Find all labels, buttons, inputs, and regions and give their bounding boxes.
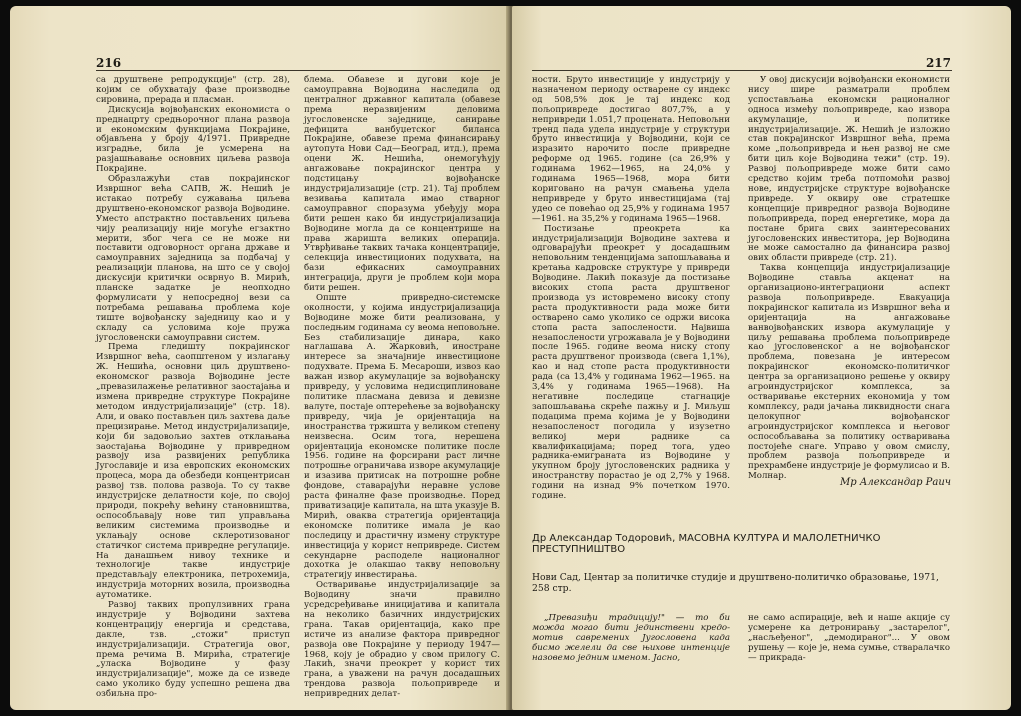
paragraph: Према гледишту покрајинског Извршног већа, саопштеном у излагању Ж. Нешића, основни циљ друштвено-економског развоја Војводине јесте „превазилажење релативног заостајања и измена привредне структуре Покрајине методом индустријализације" (стр. 18). Али, и овако постављен циљ захтева даље прецизирање. Метод индустријализације, који би задовољио захтев отклањања заостајања Војводине у привредном развоју иза развијених република Југославије и иза европских економских процеса, мора да обезбеди концентрисан развој тзв. полова развоја. То су такве индустријске делатности које, по својој природи, покрећу већину становништва, оспособљавају нове тип управљања великим системима производње и уклањају основе склеротизованог статичког система привредне регулације. На данашњем нивоу технике и технологије такве индустрије представљају електроника, петрохемија, индустрија моторних возила, производња аутоматике. xyxy=(96,342,290,601)
page-number-right: 217 xyxy=(925,56,951,70)
paragraph: „Превазиђи традицију!" — то би можда могао бити јединствени кредо-мотив савремених Југословена када бисмо желели да све њихове интенције назовемо једним именом. Јасно, xyxy=(532,613,730,663)
review-publication-info: Нови Сад, Центар за политичке студије и друштвено-политичко образовање, 1971, 258 стр. xyxy=(532,572,939,594)
paragraph: Таква концепција индустријализације Војводине ставља акценат на организационо-интеграциони аспект развоја пољопривреде. Евакуација покрајинског капитала из Извршног већа и оријентација на ангажовање ванвојвођанских извора акумулације у циљу решавања проблема пољопривреде као југословенског а не војвођанског проблема, повезана је интересом покрајинског економско-политичког центра за организационо решење у оквиру агроиндустријског комплекса, за остваривање екстерних економија у том комплексу, ради јачања ликвидности снага целокупног војвођанског агроиндустријског комплекса и његовог оспособљавања за политику остваривања постојеће снаге. Управо у овом смислу, проблем развоја пољопривреде и прехрамбене индустрије је формулисао и В. Молнар. xyxy=(748,263,950,482)
paragraph: Постизање преокрета ка индустријализацији Војводине захтева и одговарајући преокрет у досадашњим неповољним тенденцијама запошљавања и кретања кадровске структуре у привреди Војводине. Лакић показује да постизање високих стопа раста друштвеног производа уз истовремено високу стопу раста продуктивности рада може бити остварено само уколико се одржи висока стопа раста запослености. Највиша незапослености угрожавала је у Војводини после 1965. године веома ниску стопу раста друштвеног производа (свега 1,1%), као и над стопе раста продуктивности рада (са 13,4% у годинама 1962—1965. на 3,4% у годинама 1965—1968). На негативне последице стагнације запошљавања скреће пажњу и Ј. Миљуш подацима према којима је у Војводини незапосленост погодила у изузетно великој мери раднике са квалификацијама; поред тога, удео радника-емиграната из Војводине у укупном броју југословенских радника у иностранству порастао је од 2,7% у 1968. години на изнад 9% почетком 1970. године. xyxy=(532,223,730,502)
review-column-1 xyxy=(532,614,730,704)
right-column-2 xyxy=(748,76,950,496)
paragraph: са друштвене репродукције" (стр. 28), којим се обухватају фазе производње сировина, прерада и пласман. xyxy=(96,75,290,105)
author-signature: Мр Александар Раич xyxy=(839,477,951,488)
paragraph: Остваривање индустријализације за Војводину значи правилно усредсређивање иницијатива и капитала на неколико базичних индустријских грана. Такав оријентација, како пре истиче из анализе фактора привредног развоја ове Покрајине у периоду 1947—1968, коју је обрадио у свом прилогу С. Лакић, значи преокрет у корист тих грана, а уважени на рачун досадашњих трендова развоја пољопривреде и непривредних делат- xyxy=(304,580,500,700)
paragraph: Образлажући став покрајинског Извршног већа САПВ, Ж. Нешић је истакао потребу сужавања циљева друштвено-економског развоја Војводине. Уместо апстрактно постављених циљева чију реализацију није могуће егзактно мерити, због чега се не може ни поставити одговорност органа државе и самоуправних заједница за подбачај у реализацији планова, на што се у својој дискусији критички осврнуо В. Мирић, планске задатке је неопходно формулисати у непосредној вези са потребама решавања проблема које тиште војвођанску заједницу као и у складу са условима које пружа југословенски самоуправни систем. xyxy=(96,174,290,343)
header-rule-right xyxy=(532,70,952,71)
header-rule-left xyxy=(96,70,500,71)
paragraph: ности. Бруто инвестиције у индустрију у назначеном периоду остварене су индекс од 508,5% док је тај индекс код пољопривреде достигао 807,7%, а у непривреди 1.051,7 процената. Неповољни тренд пада удела индустрије у структури бруто инвестиција у Војводини, који се изразито нарочито после привредне реформе од 1965. године (са 26,9% у годинама 1962—1965, на 24,0% у годинама 1965—1968, мора бити кориговано на рачун смањења удела непривреде у бруто инвестицијама (тај удео се повећао од 25,9% у годинама 1957—1961. на 35,2% у годинама 1965—1968. xyxy=(532,75,730,224)
left-column-2 xyxy=(304,75,500,700)
paragraph: блема. Обавезе и дугови које је самоуправна Војводина наследила од централног државног капитала (обавезе према неразвијеним деловима југословенске заједнице, санирање дефицита ванбуџетског биланса Покрајине, обавезе према финансирању аутопута Нови Сад—Београд, итд.), према оцени Ж. Нешића, онемогућују ангажовање покрајинског центра у подстицању војвођанске индустријализације (стр. 21). Тај проблем везивања капитала имао стварног самоуправног споразума убеђују мора бити решен како би индустријализација Војводине могла да се концентрише на права жаришта великих операција. Утврђивање таквих тачака концентрације, селекција инвестиционих подухвата, на бази ефикасних самоуправних интеграција, други је проблем који мора бити решен. xyxy=(304,75,500,294)
left-page xyxy=(10,6,510,710)
page-number-left: 216 xyxy=(96,56,122,70)
paragraph: Опште привредно-системске околности, у којима индустријализација Војводине може бити реализована, у последњим годинама су веома неповољне. Без стабилизације динара, како наглашава А. Жарковић, иностране интересе за значајније инвестиционе подухвате. Према Б. Месароши, извоз као важан извор акумулације за војвођанску привреду, у условима недисциплиноване политике пласмана девиза и девизне валуте, постаје оптерећење за војвођанску привреду, чија је оријентација на иностранства тржишта у великом степену неизвесна. Осим тога, нерешена оријентација економске политике после 1956. године на форсирани раст личне потрошње ограничава изворе акумулације и изазива притисак на потрошне робне фондове, ставарајући неравне услове раста финалне фазе производње. Поред приватизације капитала, на шта указује В. Мирић, оваква стратегија оријентација економске политике имала је као последицу и драстичну измену структуре инвестиција у корист непривреде. Систем секундарне расподеле националног дохотка је олакшао такву неповољну стратегију инвестирања. xyxy=(304,292,500,581)
right-page xyxy=(512,6,1011,710)
review-column-2 xyxy=(748,614,950,704)
paragraph: не само аспирације, већ и наше акције су усмерене ка детронирању „застарелог", „насљеђеног", „демодираног"... У овом рушењу — које је, нема сумње, стваралачко — прикрада- xyxy=(748,613,950,663)
paragraph: Развој таквих пропулзивних грана индустрије у Војводини захтева концентрацију енергија и средстава, дакле, тзв. „стожи" приступ индустријализацији. Стратегија овог, према речима В. Мирића, стратегије „уласка Војводине у фазу индустријализације", може да се изведе само уколико буду успешно решена два озбиљна про- xyxy=(96,600,290,700)
left-column-1 xyxy=(96,75,290,700)
paragraph: Дискусија војвођанских економиста о преднацрту средњорочног плана развоја и економским функцијама Покрајине, објављена у броју 4/1971. Привредне изградње, била је усмерена на разјашњавање основних циљева развоја Покрајине. xyxy=(96,104,290,175)
paragraph: У овој дискусији војвођански економисти нису шире разматрали проблем успостављања економски рационалног односа између пољопривреде, као извора акумулације, и политике индустријализације. Ж. Нешић је изложио став покрајинског Извршног већа, према коме „пољопривреда и њен развој не сме бити циљ које Војводина тежи" (стр. 19). Развој пољопривреде може бити само средство којим треба потпомоћи развој нове, индустријске структуре војвођанске привреде. У оквиру ове стратешке концепције привредног развоја Војводине пољопривреда, поред енергетике, мора да постане брига свих заинтересованих југословенских инвеститора, јер Војводина не може самостално да финансира развој ових области привреде (стр. 21). xyxy=(748,75,950,264)
right-column-1 xyxy=(532,75,730,502)
review-heading: Др Александар Тодоровић, МАСОВНА КУЛТУРА И МАЛОЛЕТНИЧКО ПРЕСТУПНИШТВО xyxy=(532,533,881,555)
